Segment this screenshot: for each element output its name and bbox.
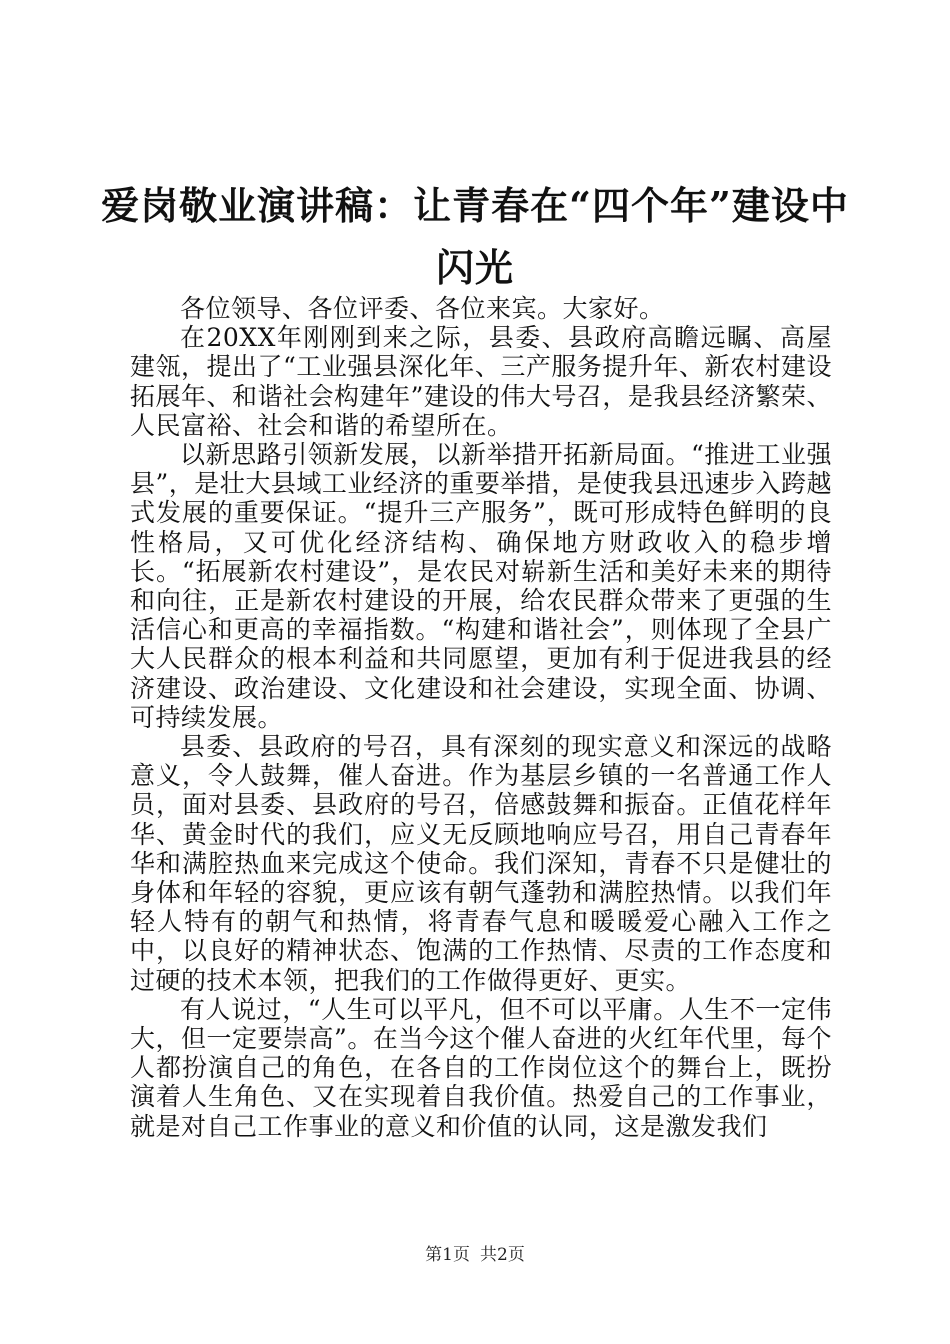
page-number: 第1页 [425, 1245, 470, 1265]
page-footer [0, 1244, 950, 1266]
paragraph-value: 有人说过，“人生可以平凡，但不可以平庸。人生不一定伟大，但一定要崇高”。在当今这个催人奋进的火红年代里，每个人都扮演自己的角色，在各自的工作岗位这个的舞台上，既扮演着人生角色、又在实现着自我价值。热爱自己的工作事业，就是对自己工作事业的意义和价值的认同，这是激发我们 [130, 994, 832, 1141]
paragraph-development: 以新思路引领新发展，以新举措开拓新局面。“推进工业强县”，是壮大县域工业经济的重要举措，是使我县迅速步入跨越式发展的重要保证。“提升三产服务”，既可形成特色鲜明的良性格局，又可优化经济结构、确保地方财政收入的稳步增长。“拓展新农村建设”，是农民对崭新生活和美好未来的期待和向往，正是新农村建设的开展，给农民群众带来了更强的生活信心和更高的幸福指数。“构建和谐社会”，则体现了全县广大人民群众的根本利益和共同愿望，更加有利于促进我县的经济建设、政治建设、文化建设和社会建设，实现全面、协调、可持续发展。 [130, 440, 832, 732]
paragraph-call: 在20XX年刚刚到来之际，县委、县政府高瞻远瞩、高屋建瓴，提出了“工业强县深化年、三产服务提升年、新农村建设拓展年、和谐社会构建年”建设的伟大号召，是我县经济繁荣、人民富裕、社会和谐的希望所在。 [130, 323, 832, 440]
paragraph-greeting: 各位领导、各位评委、各位来宾。大家好。 [180, 294, 665, 323]
paragraph-youth: 县委、县政府的号召，具有深刻的现实意义和深远的战略意义，令人鼓舞，催人奋进。作为基层乡镇的一名普通工作人员，面对县委、县政府的号召，倍感鼓舞和振奋。正值花样年华、黄金时代的我们，应义无反顾地响应号召，用自己青春年华和满腔热血来完成这个使命。我们深知，青春不只是健壮的身体和年轻的容貌，更应该有朝气蓬勃和满腔热情。以我们年轻人特有的朝气和热情，将青春气息和暖暖爱心融入工作之中，以良好的精神状态、饱满的工作热情、尽责的工作态度和过硬的技术本领，把我们的工作做得更好、更实。 [130, 732, 832, 995]
page-total: 共2页 [480, 1245, 525, 1265]
document-title: 爱岗敬业演讲稿：让青春在“四个年”建设中闪光 [101, 183, 849, 291]
document-body [130, 294, 832, 1141]
